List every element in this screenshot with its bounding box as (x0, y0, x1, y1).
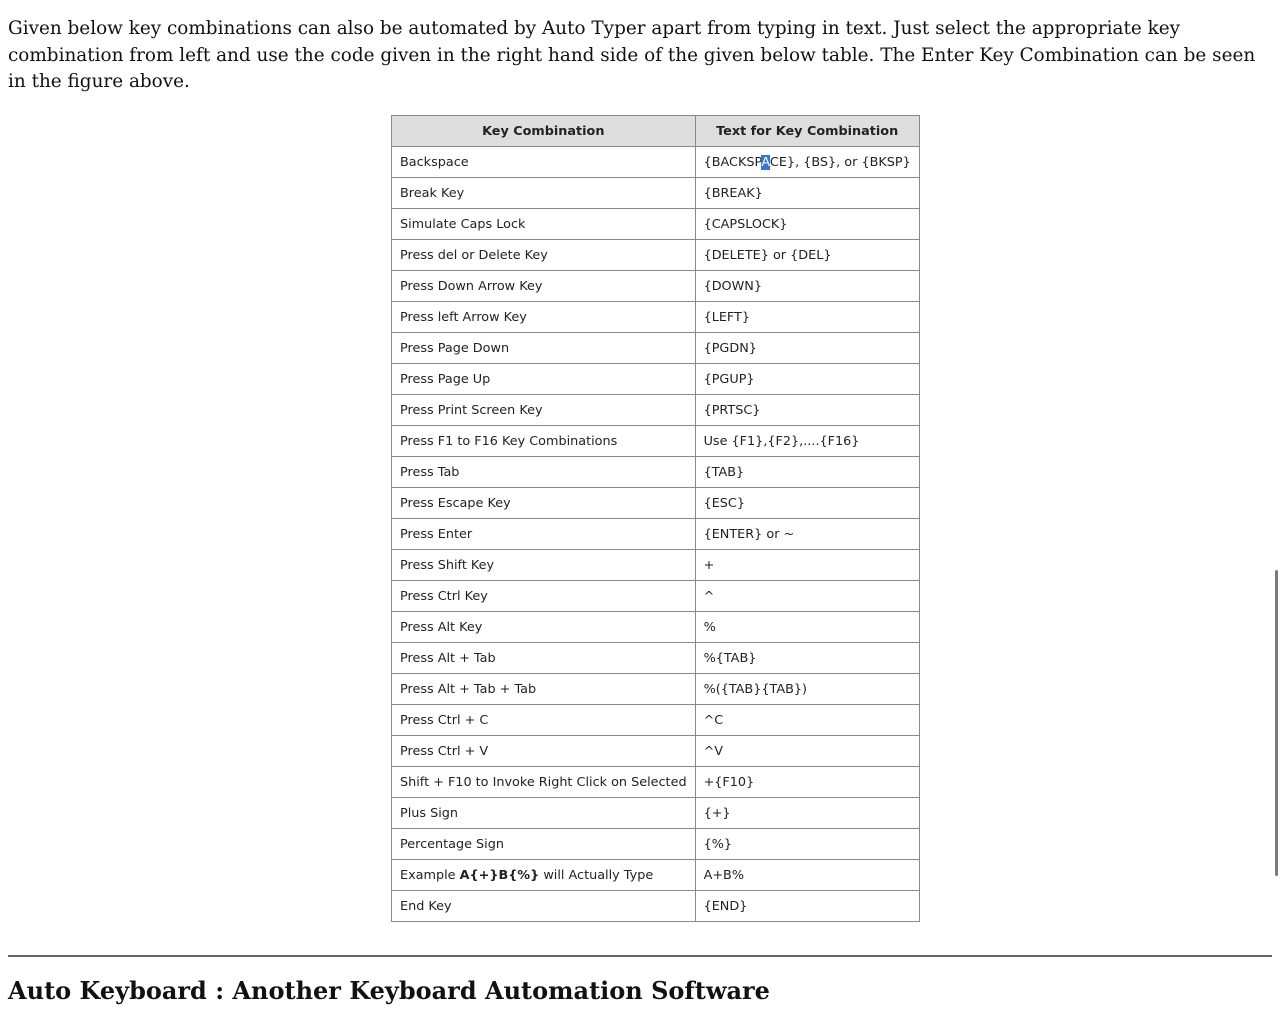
code-cell: +{F10} (695, 767, 919, 798)
key-cell: Press del or Delete Key (392, 240, 696, 271)
code-cell: % (695, 612, 919, 643)
table-row (392, 302, 920, 333)
key-cell: Press Shift Key (392, 550, 696, 581)
code-cell: {END} (695, 891, 919, 922)
code-cell: %{TAB} (695, 643, 919, 674)
code-cell: ^C (695, 705, 919, 736)
key-combination-table (391, 115, 920, 922)
code-text: {BACKSP (703, 154, 762, 170)
key-cell: Plus Sign (392, 798, 696, 829)
table-row (392, 333, 920, 364)
table-row (392, 705, 920, 736)
table-row (392, 240, 920, 271)
key-cell: Press Alt + Tab + Tab (392, 674, 696, 705)
code-cell: {CAPSLOCK} (695, 209, 919, 240)
vertical-scrollbar[interactable] (1272, 0, 1280, 1024)
table-row (392, 364, 920, 395)
code-cell: {ESC} (695, 488, 919, 519)
code-cell: {TAB} (695, 457, 919, 488)
code-cell: {ENTER} or ~ (695, 519, 919, 550)
key-cell: Percentage Sign (392, 829, 696, 860)
scrollbar-thumb[interactable] (1275, 570, 1278, 876)
code-cell: {%} (695, 829, 919, 860)
table-row (392, 767, 920, 798)
table-row (392, 612, 920, 643)
table-row (392, 860, 920, 891)
text-selection-highlight: A (761, 154, 770, 170)
key-cell: Press Down Arrow Key (392, 271, 696, 302)
code-cell: {PRTSC} (695, 395, 919, 426)
table-header-row (392, 116, 920, 147)
table-row (392, 457, 920, 488)
key-cell: End Key (392, 891, 696, 922)
table-row (392, 426, 920, 457)
key-cell: Press F1 to F16 Key Combinations (392, 426, 696, 457)
table-row (392, 519, 920, 550)
key-cell: Press Enter (392, 519, 696, 550)
key-cell: Press Ctrl Key (392, 581, 696, 612)
code-cell: {DOWN} (695, 271, 919, 302)
key-cell: Press left Arrow Key (392, 302, 696, 333)
key-cell: Press Print Screen Key (392, 395, 696, 426)
horizontal-rule (8, 955, 1272, 957)
key-cell: Press Page Up (392, 364, 696, 395)
table-row (392, 271, 920, 302)
key-cell: Press Ctrl + C (392, 705, 696, 736)
key-cell: Press Page Down (392, 333, 696, 364)
table-row (392, 891, 920, 922)
code-cell: Use {F1},{F2},....{F16} (695, 426, 919, 457)
code-cell: %({TAB}{TAB}) (695, 674, 919, 705)
table-row (392, 147, 920, 178)
key-text: Example (400, 867, 460, 883)
code-text: CE}, {BS}, or {BKSP} (769, 154, 911, 170)
table-row (392, 488, 920, 519)
example-code-bold: A{+}B{%} (459, 867, 540, 883)
code-cell: ^ (695, 581, 919, 612)
code-cell: {PGUP} (695, 364, 919, 395)
table-row (392, 829, 920, 860)
table-row (392, 581, 920, 612)
key-text: will Actually Type (539, 867, 654, 883)
code-cell: {BREAK} (695, 178, 919, 209)
table-row (392, 674, 920, 705)
code-cell: {+} (695, 798, 919, 829)
code-cell: {LEFT} (695, 302, 919, 333)
table-row (392, 798, 920, 829)
code-cell: ^V (695, 736, 919, 767)
column-header-text-for-key-combination: Text for Key Combination (695, 116, 919, 147)
key-cell: Press Ctrl + V (392, 736, 696, 767)
key-cell: Simulate Caps Lock (392, 209, 696, 240)
key-cell (392, 860, 696, 891)
code-cell: {DELETE} or {DEL} (695, 240, 919, 271)
code-cell: {PGDN} (695, 333, 919, 364)
code-cell: A+B% (695, 860, 919, 891)
table-row (392, 736, 920, 767)
table-row (392, 209, 920, 240)
table-row (392, 178, 920, 209)
key-cell: Press Escape Key (392, 488, 696, 519)
key-cell: Break Key (392, 178, 696, 209)
key-cell: Shift + F10 to Invoke Right Click on Selected (392, 767, 696, 798)
key-cell: Press Tab (392, 457, 696, 488)
table-row (392, 550, 920, 581)
intro-paragraph: Given below key combinations can also be automated by Auto Typer apart from typing in text. Just select the appropriate key combination from left and use the code given in the right hand side of the given below table. The Enter Key Combination can be seen in the figure above. (8, 18, 1256, 92)
code-cell: + (695, 550, 919, 581)
key-cell: Press Alt + Tab (392, 643, 696, 674)
table-row (392, 395, 920, 426)
table-row (392, 643, 920, 674)
key-cell: Backspace (392, 147, 696, 178)
section-heading: Auto Keyboard : Another Keyboard Automation Software (8, 976, 770, 1005)
column-header-key-combination: Key Combination (392, 116, 696, 147)
key-cell: Press Alt Key (392, 612, 696, 643)
code-cell (695, 147, 919, 178)
